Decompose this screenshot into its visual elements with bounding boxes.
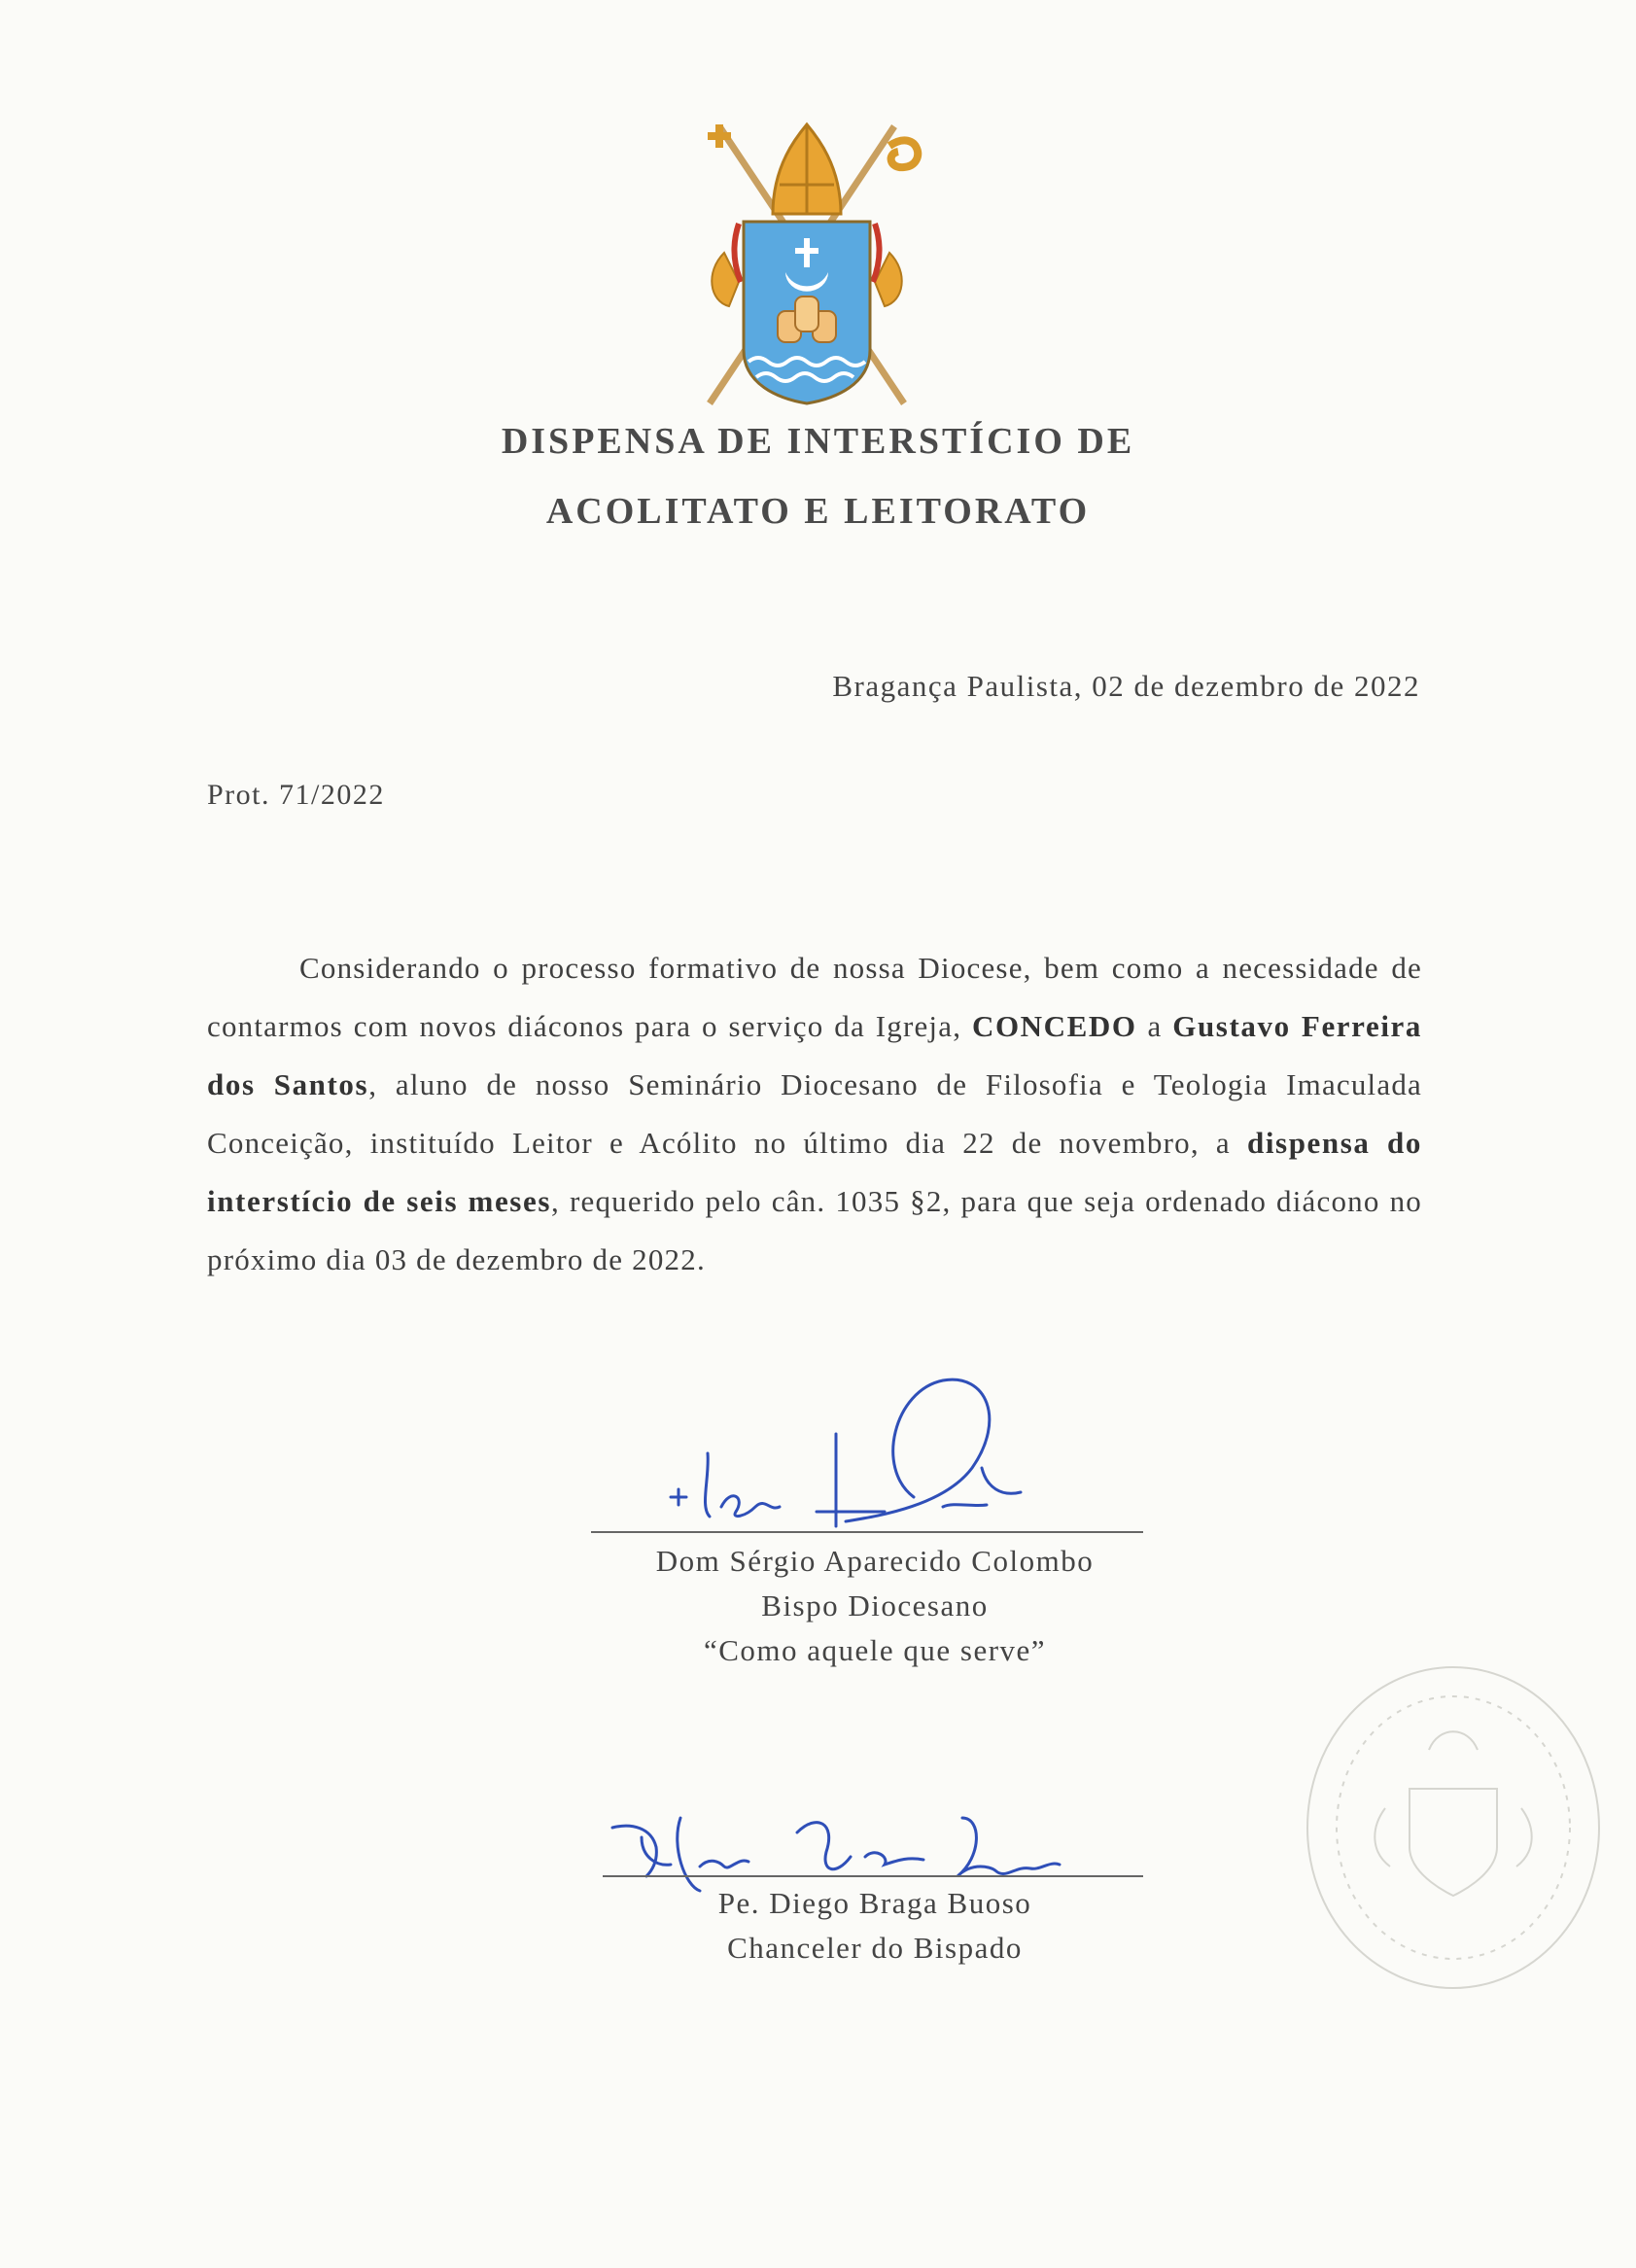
decree-body	[207, 939, 1422, 1289]
signatory-2-block	[583, 1886, 1166, 1983]
document-title-line-1: DISPENSA DE INTERSTÍCIO DE	[501, 421, 1135, 462]
embossed-seal-icon	[1293, 1653, 1604, 2003]
body-bold-dispensa: dispensa do interstício de seis meses	[207, 1126, 1422, 1218]
signature-line-2	[603, 1875, 1143, 1877]
coat-of-arms-icon	[680, 107, 933, 418]
signatory-1-block	[583, 1544, 1166, 1690]
signature-line-1	[591, 1531, 1143, 1533]
signatory-2-name: Pe. Diego Braga Buoso	[717, 1886, 1032, 1920]
document-title-line-2: ACOLITATO E LEITORATO	[545, 491, 1091, 532]
signatory-1-role: Bispo Diocesano	[761, 1588, 989, 1622]
body-bold-name: Gustavo Ferreira dos Santos	[207, 1009, 1422, 1101]
signatory-2-role: Chanceler do Bispado	[727, 1931, 1023, 1965]
protocol-number: Prot. 71/2022	[207, 779, 385, 811]
signatory-1-motto: “Como aquele que serve”	[703, 1633, 1047, 1667]
place-and-date: Bragança Paulista, 02 de dezembro de 2022	[832, 669, 1420, 703]
body-text-part-4: , requerido pelo cân. 1035 §2, para que seja ordenado diácono no próximo dia 03 de dezembro de 2022.	[207, 1184, 1422, 1276]
bishop-signature	[651, 1361, 1098, 1565]
body-text-part-2: a	[1136, 1009, 1173, 1043]
body-text-part-3: , aluno de nosso Seminário Diocesano de Filosofia e Teologia Imaculada Conceição, instituído Leitor e Acólito no último dia 22 de novembro, a	[207, 1067, 1422, 1160]
body-text-part-1: Considerando o processo formativo de nossa Diocese, bem como a necessidade de contarmos com novos diáconos para o serviço da Igreja,	[207, 951, 1422, 1043]
body-bold-concedo: CONCEDO	[971, 1009, 1137, 1043]
signatory-1-name: Dom Sérgio Aparecido Colombo	[655, 1544, 1095, 1578]
